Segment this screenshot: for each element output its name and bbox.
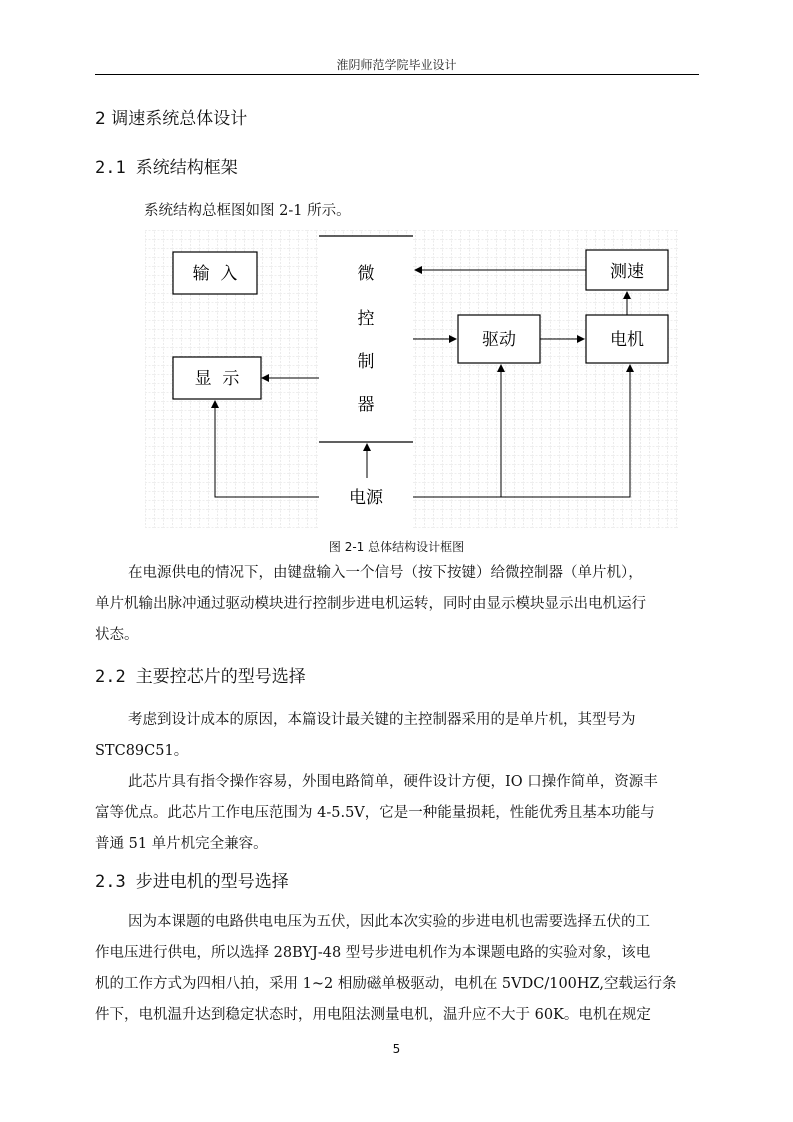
section-title: 系统结构框架 — [135, 158, 238, 178]
section-heading-2-3 — [95, 867, 289, 892]
mcu-char-4: 器 — [357, 395, 375, 415]
section-number: 2.3 — [95, 872, 126, 892]
text-line: 单片机输出脉冲通过驱动模块进行控制步进电机运转，同时由显示模块显示出电机运行 — [95, 596, 646, 612]
text-line: 普通 51 单片机完全兼容。 — [95, 836, 268, 852]
mcu-char-3: 制 — [357, 352, 375, 372]
mcu-char-2: 控 — [357, 309, 375, 329]
text-line: 机的工作方式为四相八拍，采用 1~2 相励磁单极驱动，电机在 5VDC/100HZ,空载运行条 — [95, 976, 677, 992]
speed-label: 测速 — [610, 262, 644, 282]
section-number: 2.1 — [95, 158, 126, 178]
paragraph-system-overview — [95, 558, 703, 651]
text-line: 考虑到设计成本的原因，本篇设计最关键的主控制器采用的是单片机，其型号为 — [128, 712, 636, 728]
section-title: 步进电机的型号选择 — [135, 872, 289, 892]
text-line: STC89C51。 — [95, 743, 189, 759]
figure-caption: 图 2-1 总体结构设计框图 — [328, 540, 465, 554]
page-number: 5 — [392, 1042, 401, 1056]
power-label: 电源 — [349, 488, 383, 508]
paragraph-motor-selection — [95, 907, 703, 1031]
section-number: 2.2 — [95, 667, 126, 687]
drive-label: 驱动 — [482, 330, 516, 350]
chapter-heading: 2 调速系统总体设计 — [95, 109, 248, 129]
figure-intro-text: 系统结构总框图如图 2-1 所示。 — [144, 203, 351, 219]
text-line: 件下，电机温升达到稳定状态时，用电阻法测量电机，温升应不大于 60K。电机在规定 — [95, 1007, 651, 1023]
display-label: 显 示 — [194, 369, 240, 389]
text-line: 此芯片具有指令操作容易，外围电路简单，硬件设计方便，IO 口操作简单，资源丰 — [128, 774, 658, 790]
text-line: 富等优点。此芯片工作电压范围为 4-5.5V，它是一种能量损耗，性能优秀且基本功能与 — [95, 805, 655, 821]
text-line: 因为本课题的电路供电电压为五伏，因此本次实验的步进电机也需要选择五伏的工 — [128, 914, 650, 930]
section-title: 主要控芯片的型号选择 — [135, 667, 306, 687]
paragraph-chip-selection — [95, 705, 703, 860]
text-line: 状态。 — [95, 627, 139, 643]
input-label: 输 入 — [192, 264, 238, 284]
motor-label: 电机 — [610, 330, 644, 350]
text-line: 作电压进行供电，所以选择 28BYJ-48 型号步进电机作为本课题电路的实验对象，该电 — [95, 945, 651, 961]
text-line: 在电源供电的情况下，由键盘输入一个信号（按下按键）给微控制器（单片机）， — [128, 565, 643, 581]
running-header: 淮阴师范学院毕业设计 — [336, 58, 457, 72]
mcu-char-1: 微 — [357, 264, 375, 284]
section-heading-2-2 — [95, 662, 306, 687]
